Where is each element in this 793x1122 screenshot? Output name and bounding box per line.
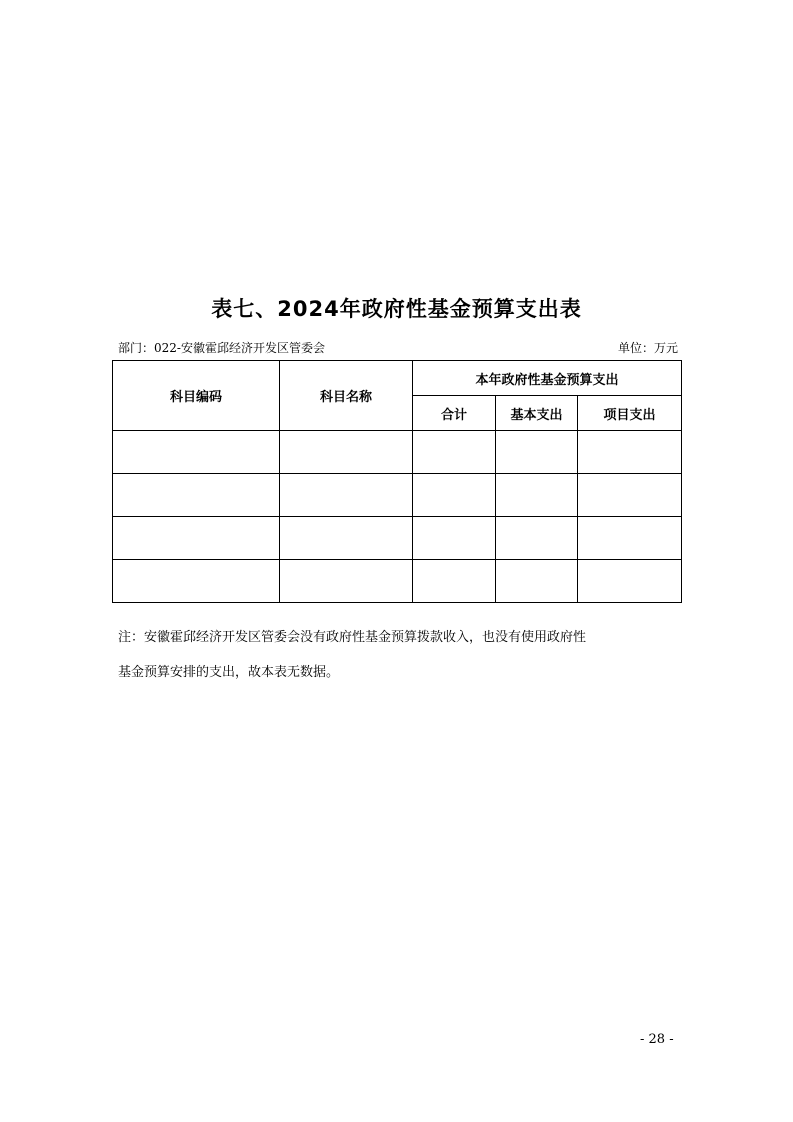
table-row: [113, 560, 682, 603]
header-basic-expenditure: 基本支出: [496, 396, 578, 431]
table-cell: [113, 517, 280, 560]
header-subject-code: 科目编码: [113, 361, 280, 431]
header-group-expenditure: 本年政府性基金预算支出: [413, 361, 682, 396]
note-line-1: 注：安徽霍邱经济开发区管委会没有政府性基金预算拨款收入，也没有使用政府性: [118, 630, 587, 645]
table-cell: [413, 431, 496, 474]
page-title: 表七、2024年政府性基金预算支出表: [211, 297, 582, 321]
table-cell: [578, 474, 682, 517]
table-row: [113, 431, 682, 474]
table-cell: [113, 431, 280, 474]
table-cell: [496, 517, 578, 560]
note-line-2: 基金预算安排的支出，故本表无数据。: [118, 665, 340, 680]
page-number: - 28 -: [640, 1032, 674, 1047]
table-cell: [113, 474, 280, 517]
note: [118, 620, 686, 690]
header-row-1: [113, 361, 682, 396]
table-cell: [413, 517, 496, 560]
unit-label: 单位：万元: [617, 341, 678, 355]
table-cell: [496, 560, 578, 603]
table-cell: [413, 474, 496, 517]
table-cell: [280, 431, 413, 474]
table-cell: [280, 517, 413, 560]
table-cell: [413, 560, 496, 603]
table-cell: [578, 517, 682, 560]
table-row: [113, 517, 682, 560]
department-label: 部门：022-安徽霍邱经济开发区管委会: [118, 341, 325, 355]
budget-table: [112, 360, 682, 603]
table-cell: [578, 431, 682, 474]
table-cell: [280, 474, 413, 517]
table-cell: [496, 431, 578, 474]
header-total: 合计: [413, 396, 496, 431]
table-cell: [113, 560, 280, 603]
header-subject-name: 科目名称: [280, 361, 413, 431]
table-cell: [280, 560, 413, 603]
table-row: [113, 474, 682, 517]
table-cell: [496, 474, 578, 517]
header-project-expenditure: 项目支出: [578, 396, 682, 431]
table-cell: [578, 560, 682, 603]
